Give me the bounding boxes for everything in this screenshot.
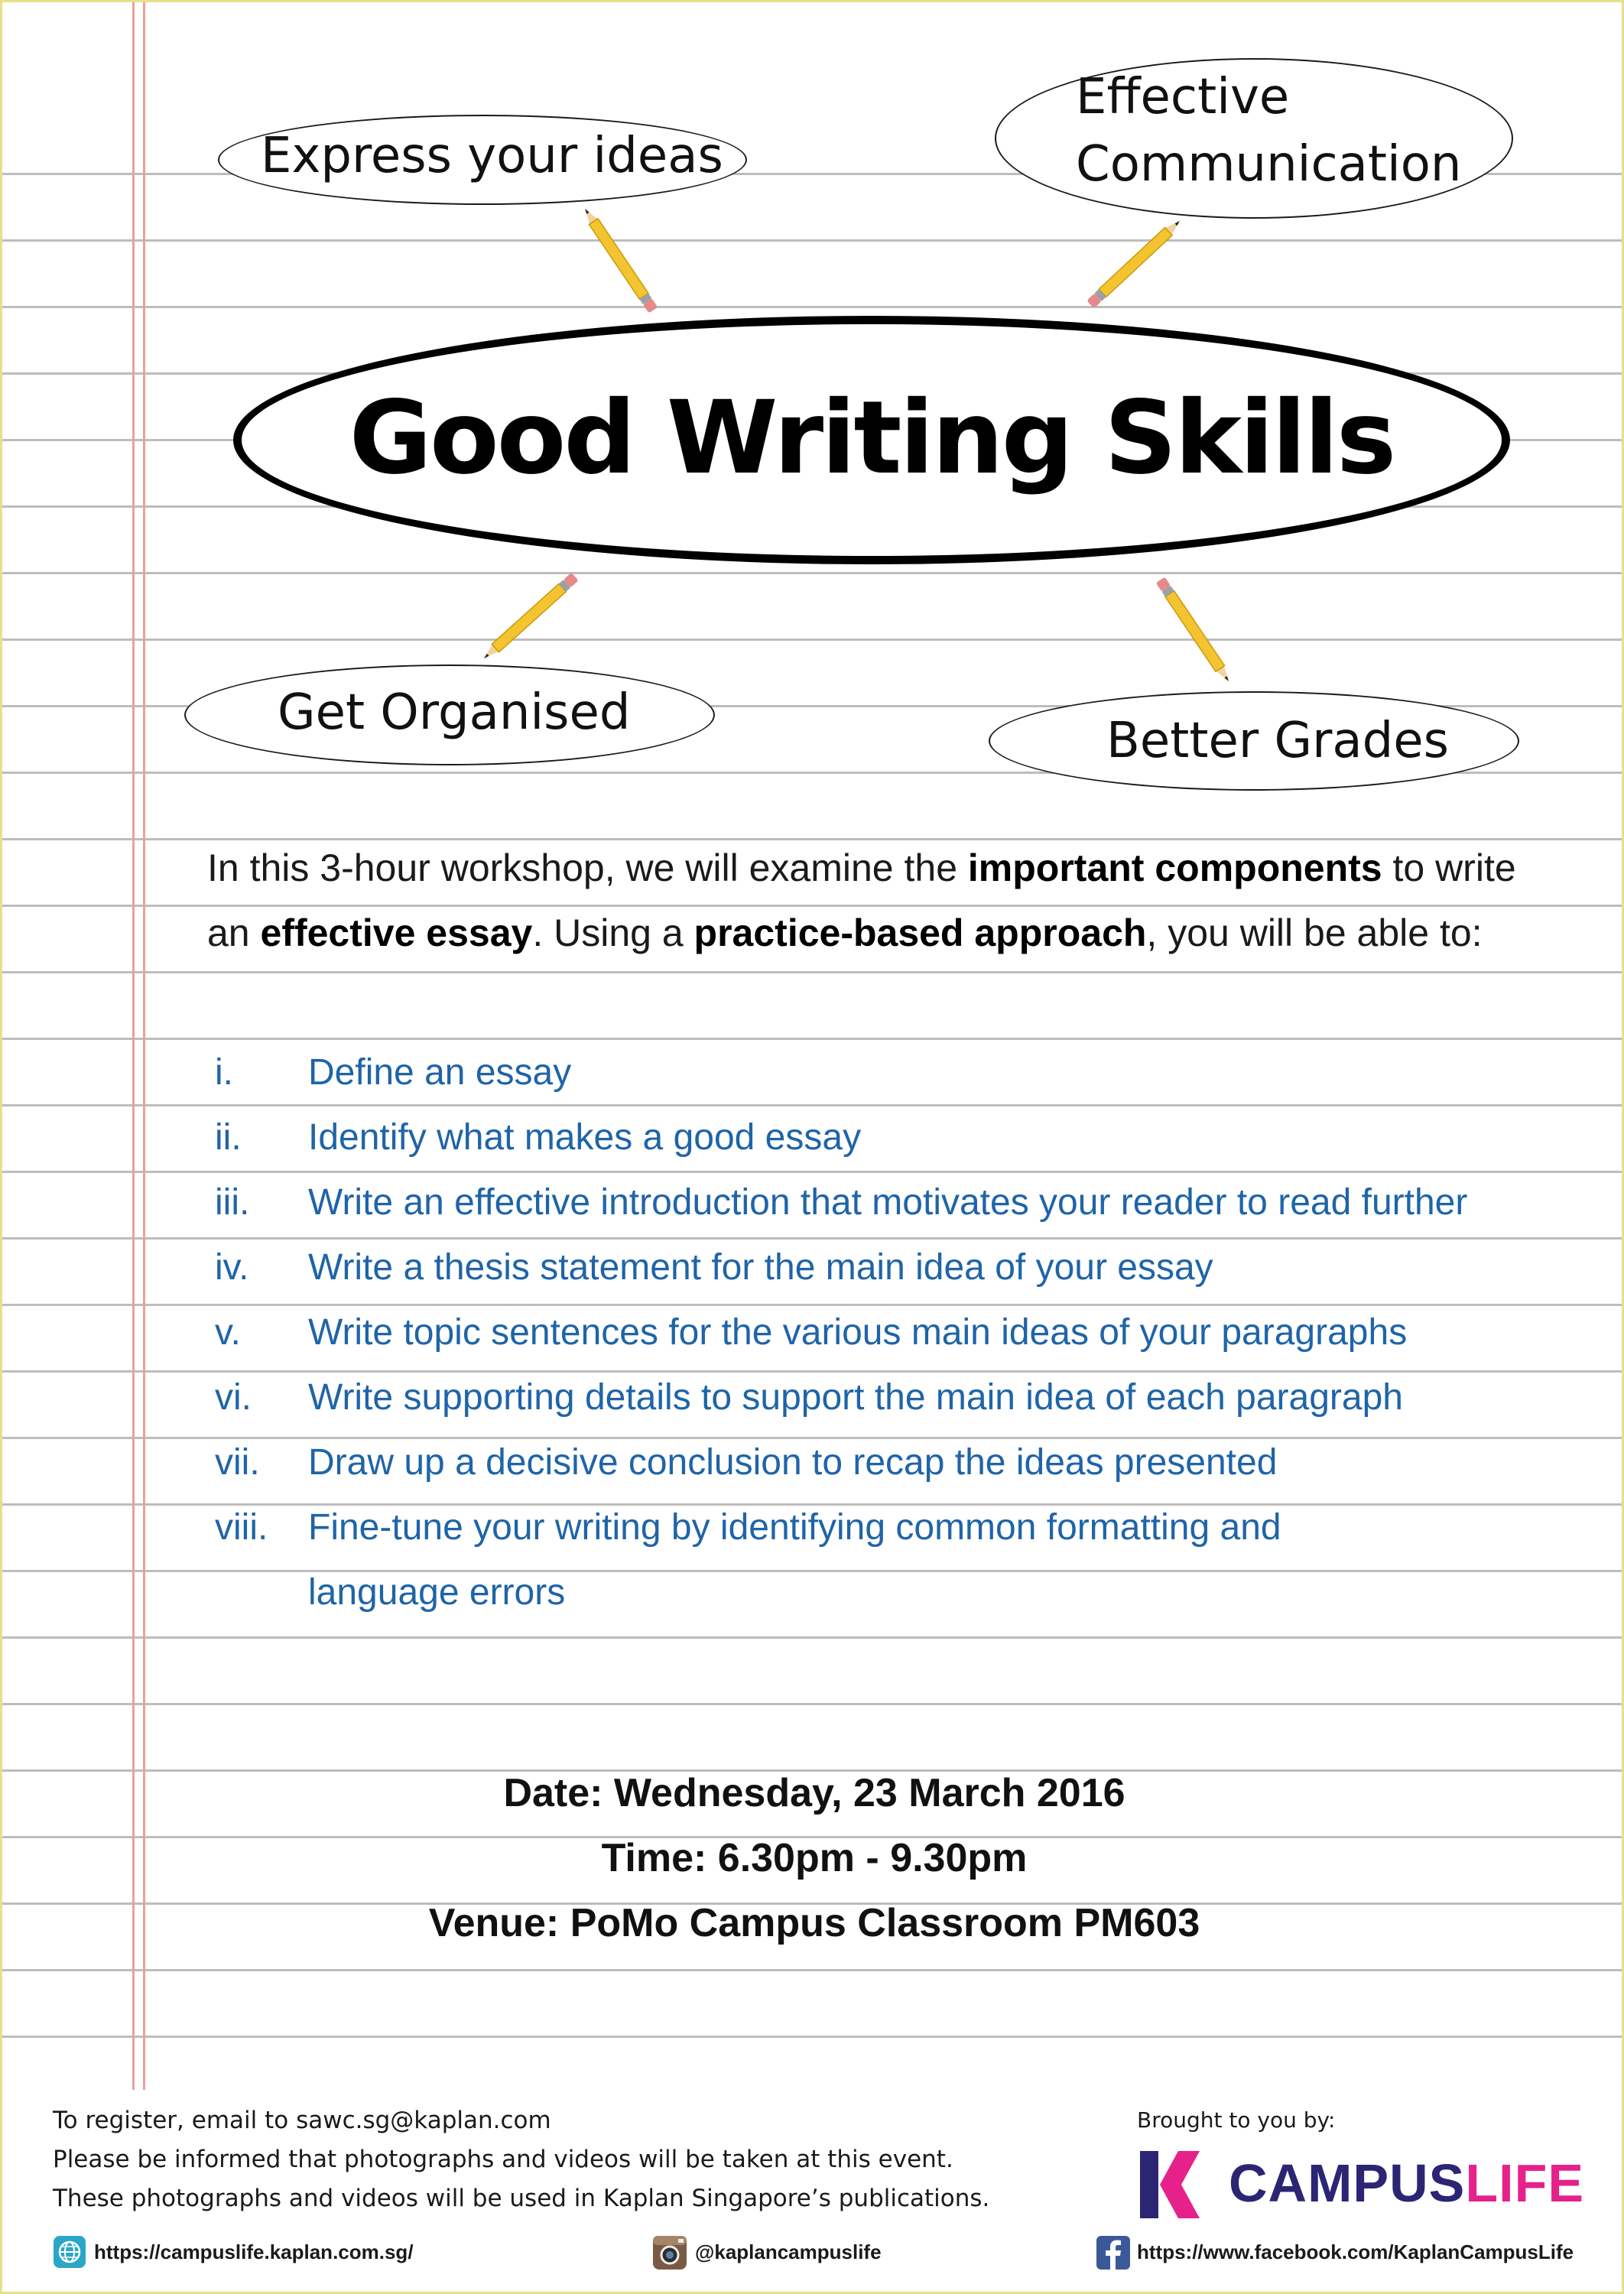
intro-bold: practice-based approach xyxy=(693,911,1147,954)
list-number: vi. xyxy=(215,1377,252,1418)
instagram-link[interactable]: @kaplancampuslife xyxy=(695,2240,882,2263)
list-text: Write supporting details to support the main idea of each paragraph xyxy=(308,1377,1403,1418)
list-text: Write an effective introduction that motivates your reader to read further xyxy=(308,1182,1468,1223)
facebook-link[interactable]: https://www.facebook.com/KaplanCampusLife xyxy=(1137,2240,1574,2263)
list-item xyxy=(215,1365,1403,1430)
intro-text: . Using a xyxy=(532,911,694,954)
photo-notice: Please be informed that photographs and videos will be taken at this event. xyxy=(53,2146,953,2173)
facebook-icon xyxy=(1096,2235,1131,2270)
ruled-line xyxy=(2,1969,1624,1971)
intro-text: to write an xyxy=(207,846,1516,954)
pencil-icon xyxy=(1082,216,1197,316)
ruled-line xyxy=(2,1703,1624,1705)
list-number: viii. xyxy=(215,1507,268,1548)
ruled-line xyxy=(2,1636,1624,1639)
bubble-express-ideas-text: Express your ideas xyxy=(261,128,723,184)
campuslife-k-icon xyxy=(1137,2148,1213,2221)
ruled-line xyxy=(2,638,1624,641)
photo-notice: These photographs and videos will be used in Kaplan Singapore’s publications. xyxy=(53,2185,990,2212)
globe-icon xyxy=(53,2235,86,2269)
list-item xyxy=(215,1170,1467,1235)
event-date: Date: Wednesday, 23 March 2016 xyxy=(503,1771,1125,1815)
list-item xyxy=(215,1300,1407,1365)
ruled-line xyxy=(2,306,1624,308)
ruled-line xyxy=(2,572,1624,574)
ruled-line xyxy=(2,971,1624,973)
logo-campus-text: CAMPUS xyxy=(1229,2153,1466,2213)
bubble-get-organised-text: Get Organised xyxy=(278,684,631,741)
list-item xyxy=(215,1040,571,1105)
intro-text: , you will be able to: xyxy=(1146,911,1483,954)
register-info: To register, email to sawc.sg@kaplan.com xyxy=(53,2107,551,2134)
list-item xyxy=(215,1105,861,1170)
event-time: Time: 6.30pm - 9.30pm xyxy=(601,1836,1028,1880)
list-text: Fine-tune your writing by identifying common formatting and xyxy=(308,1507,1281,1548)
list-number: v. xyxy=(215,1312,241,1353)
list-number: vii. xyxy=(215,1442,260,1483)
event-venue: Venue: PoMo Campus Classroom PM603 xyxy=(428,1901,1200,1945)
list-number: i. xyxy=(215,1052,233,1093)
website-link[interactable]: https://campuslife.kaplan.com.sg/ xyxy=(94,2240,414,2263)
bubble-effective-communication xyxy=(995,58,1513,219)
intro-bold: effective essay xyxy=(260,911,533,954)
list-number: iv. xyxy=(215,1247,249,1288)
bubble-better-grades xyxy=(989,691,1519,791)
ruled-line xyxy=(2,239,1624,242)
page-title: Good Writing Skills xyxy=(349,379,1395,497)
list-item xyxy=(215,1495,1281,1560)
pencil-icon xyxy=(1157,567,1241,689)
logo-life-text: LIFE xyxy=(1465,2153,1585,2213)
bubble-better-grades-text: Better Grades xyxy=(1106,713,1449,769)
title-oval xyxy=(233,316,1510,564)
list-text: Draw up a decisive conclusion to recap the ideas presented xyxy=(308,1442,1278,1483)
list-item xyxy=(215,1430,1277,1495)
bubble-effective-line1: Effective xyxy=(1076,69,1290,125)
list-text: Identify what makes a good essay xyxy=(308,1117,862,1158)
pencil-icon xyxy=(576,200,660,322)
ruled-line xyxy=(2,2036,1624,2038)
bubble-effective-line2: Communication xyxy=(1076,136,1462,193)
list-text: language errors xyxy=(308,1572,566,1613)
list-number: iii. xyxy=(215,1182,250,1223)
list-text: Write topic sentences for the various main ideas of your paragraphs xyxy=(308,1312,1408,1353)
brought-by-label: Brought to you by: xyxy=(1137,2107,1336,2133)
bubble-express-ideas xyxy=(218,115,747,205)
list-text: Define an essay xyxy=(308,1052,572,1093)
pencil-icon xyxy=(476,567,583,666)
instagram-icon xyxy=(652,2235,687,2270)
intro-text: In this 3-hour workshop, we will examine the xyxy=(207,846,968,889)
intro-paragraph xyxy=(207,836,1568,966)
list-number: ii. xyxy=(215,1117,242,1158)
campuslife-logo xyxy=(1229,2153,1584,2214)
intro-bold: important components xyxy=(967,846,1382,889)
list-item xyxy=(215,1235,1213,1300)
list-text: Write a thesis statement for the main idea of your essay xyxy=(308,1247,1213,1288)
bubble-get-organised xyxy=(184,664,715,765)
list-item-continuation xyxy=(215,1560,565,1625)
